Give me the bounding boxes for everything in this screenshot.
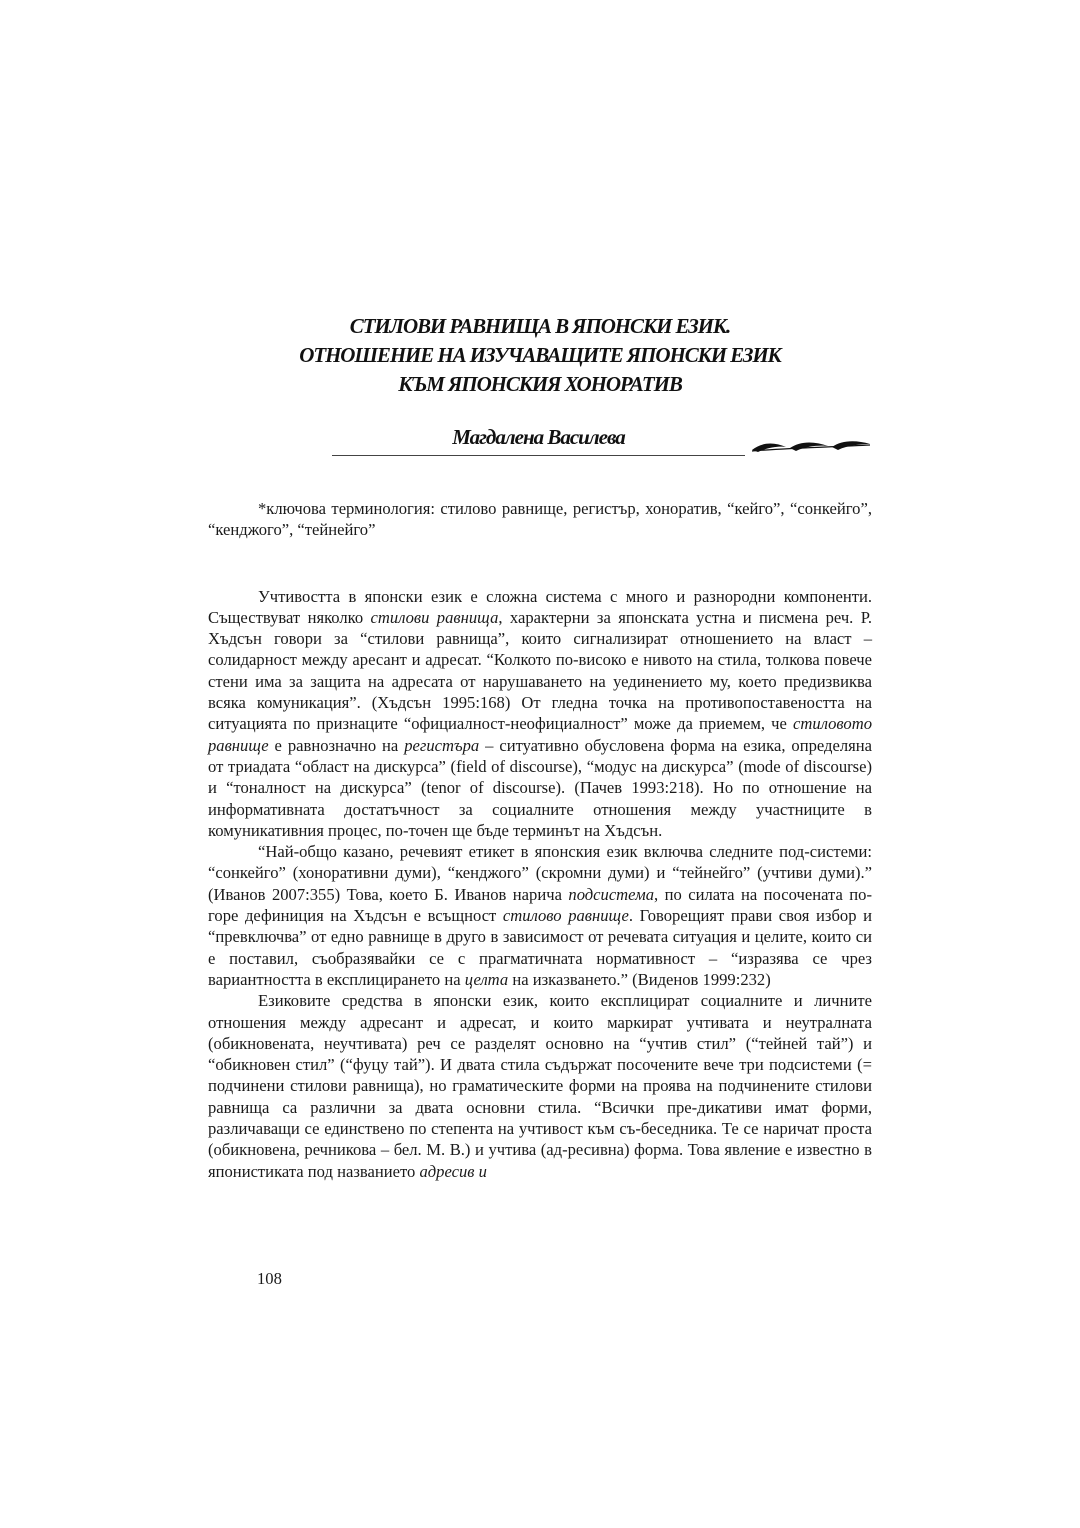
- text-run: , характерни за японската устна и писмена реч. Р. Хъдсън говори за “стилови равнища”, които сигнализират отношението на власт – солидарност между аресант и адресат. “Колкото по-високо е нивото на стила, толкова повече стени има за защита на адресата от нарушаването на уединението му, което предизвиква всяка комуникация”. (Хъдсън 1995:168) От гледна точка на противопоставеността на ситуацията по признаците “официалност-неофициалност” може да приемем, че: [208, 607, 873, 734]
- keywords-paragraph: *ключова терминология: стилово равнище, регистър, хоноратив, “кейго”, “сонкейго”, “кенджого”, “тейнейго”: [208, 499, 872, 540]
- text-run: е равнозначно на: [268, 735, 405, 755]
- italic-term: подсистема: [568, 884, 655, 904]
- text-run: Учтивостта в японски език е сложна система с много и разнородни компоненти. Съществуват няколко: [208, 586, 872, 627]
- italic-term: адресив и: [419, 1161, 487, 1181]
- title-line-2: ОТНОШЕНИЕ НА ИЗУЧАВАЩИТЕ ЯПОНСКИ ЕЗИК: [299, 343, 781, 367]
- italic-term: целта: [464, 969, 509, 989]
- italic-term: стиловото равнище: [208, 714, 872, 755]
- author-name: Магдалена Василева: [452, 425, 625, 449]
- italic-term: стилови равнища: [370, 607, 499, 627]
- italic-term: стилово равнище: [502, 906, 629, 926]
- text-run: Езиковите средства в японски език, които експлицират социалните и личните отношения между адресант и адресат, и които маркират учтивата и неутралната (обикновената, неучтивата) реч се разделят основно на “учтив стил” (“тейней тай”) и “обикновен стил” (“фуцу тай”). И двата стила съдържат посочените вече три подсистеми (= подчинени стилови равнища), но граматическите форми на проява на подчинените стилови равнища са различни за двата основни стила. “Всички пре-дикативи имат форми, различаващи се единствено по степента на учтивост към съ-беседника. Те се наричат проста (обикновена, речникова – бел. М. В.) и учтива (ад-ресивна) форма. Това явление е известно в японистиката под названието: [208, 991, 872, 1181]
- author-row: [332, 422, 877, 458]
- text-run: – ситуативно обусловена форма на езика, определяна от триадата “област на дискурса” (field of discourse), “модус на дискурса” (mode of discourse) и “тоналност на дискурса” (tenor of discourse). (Пачев 1993:218). Но по отношение на информативната достатъчност за социалните отношения между участниците в комуникативния процес, по-точен ще бъде терминът на Хъдсън.: [208, 735, 872, 840]
- title-line-3: КЪМ ЯПОНСКИЯ ХОНОРАТИВ: [398, 372, 682, 396]
- text-run: , по силата на посочената по-горе дефиниция на Хъдсън е всъщност: [208, 884, 872, 926]
- article-body: [208, 498, 872, 1182]
- title-line-1: СТИЛОВИ РАВНИЩА В ЯПОНСКИ ЕЗИК.: [349, 314, 731, 338]
- body-paragraph-2: [208, 841, 872, 990]
- page-number: 108: [257, 1269, 282, 1288]
- italic-term: регистъра: [404, 735, 480, 755]
- text-run: . Говорещият прави своя избор и “превключва” от едно равнище в друго в зависимост от речевата ситуация и целите, които си е поставил, съобразявайки се с прагматичната нормативност – “изразява се чрез вариантността в експлицирането на: [208, 906, 872, 989]
- article-title: [200, 312, 880, 399]
- body-paragraph-3: [208, 990, 872, 1182]
- wave-ornament-icon: [750, 434, 872, 456]
- text-run: на изказването.” (Виденов 1999:232): [508, 969, 771, 989]
- body-paragraph-1: [208, 586, 872, 842]
- text-run: “Най-общо казано, речевият етикет в японския език включва следните под-системи: “сонкейго” (хоноративни думи), “кенджого” (скромни думи) и “тейнейго” (учтиви думи).” (Иванов 2007:355) Това, което Б. Иванов нарича: [208, 842, 872, 904]
- author-underline: [332, 455, 745, 456]
